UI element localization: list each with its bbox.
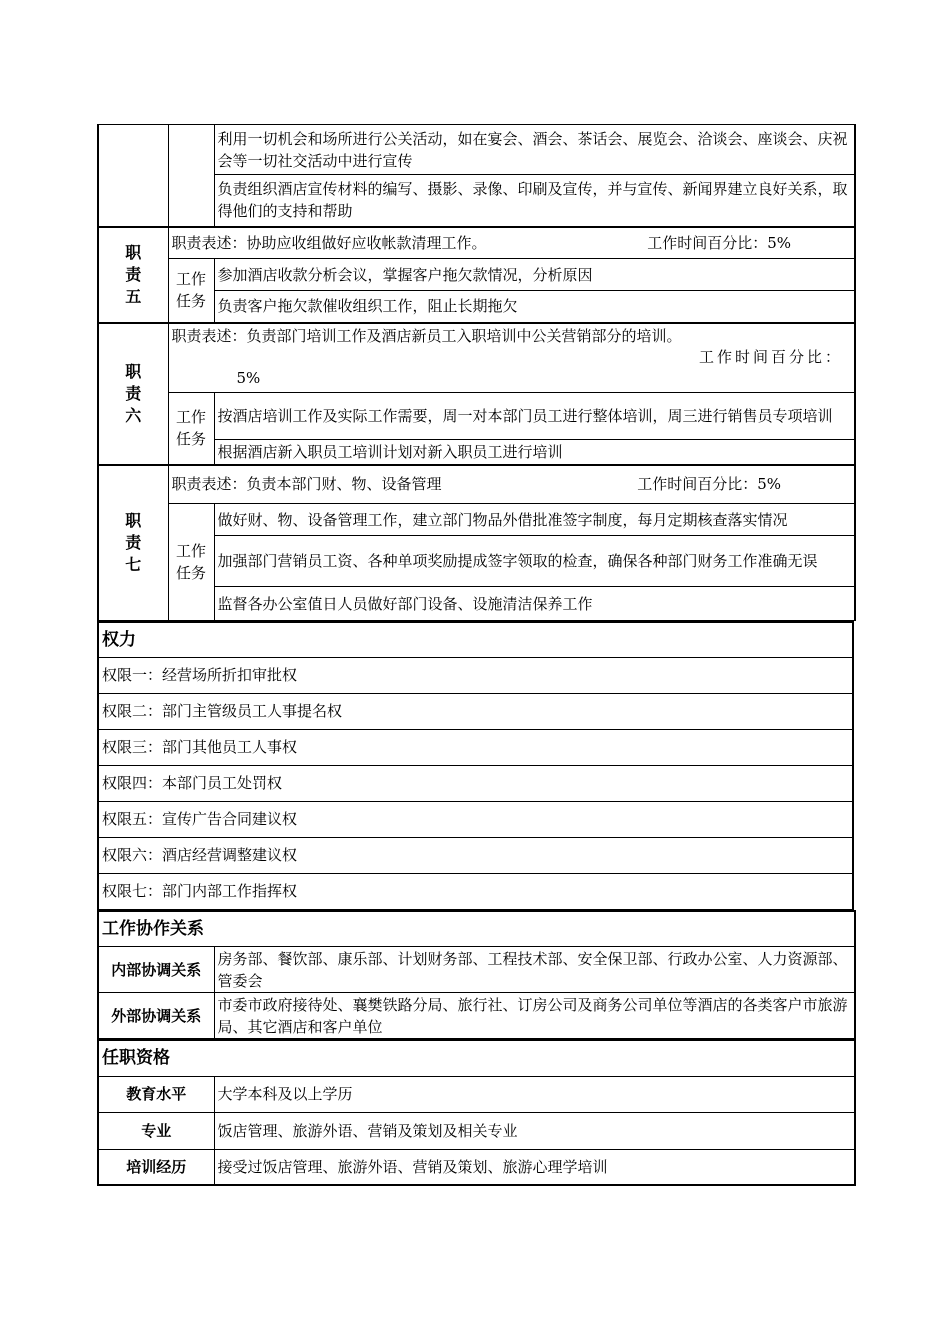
authority-table xyxy=(97,621,854,910)
external-relations-label: 外部协调关系 xyxy=(98,993,214,1039)
duty-five-label: 职 责 五 xyxy=(98,227,168,323)
task-text: 负责客户拖欠款催收组织工作，阻止长期拖欠 xyxy=(214,291,855,323)
training-value: 接受过饭店管理、旅游外语、营销及策划、旅游心理学培训 xyxy=(214,1149,855,1185)
authority-item: 权限二：部门主管级员工人事提名权 xyxy=(98,693,853,729)
relations-table xyxy=(97,910,856,1040)
qualifications-table xyxy=(97,1039,856,1186)
authority-item: 权限五：宣传广告合同建议权 xyxy=(98,801,853,837)
task-text: 按酒店培训工作及实际工作需要，周一对本部门员工进行整体培训，周三进行销售员专项培训 xyxy=(214,393,855,440)
authority-item: 权限四：本部门员工处罚权 xyxy=(98,765,853,801)
task-label: 工作 任务 xyxy=(168,504,214,621)
external-relations-value: 市委市政府接待处、襄樊铁路分局、旅行社、订房公司及商务公司单位等酒店的各类客户市旅游局、其它酒店和客户单位 xyxy=(214,993,855,1039)
task-text: 根据酒店新入职员工培训计划对新入职员工进行培训 xyxy=(214,440,855,465)
duty-five-description xyxy=(168,227,855,259)
authority-item: 权限一：经营场所折扣审批权 xyxy=(98,657,853,693)
duty-label-empty xyxy=(98,125,168,227)
duty-six-description xyxy=(168,323,855,393)
task-text: 监督各办公室值日人员做好部门设备、设施清洁保养工作 xyxy=(214,587,855,621)
authority-item: 权限三：部门其他员工人事权 xyxy=(98,729,853,765)
task-text: 做好财、物、设备管理工作，建立部门物品外借批准签字制度，每月定期核查落实情况 xyxy=(214,504,855,536)
training-label: 培训经历 xyxy=(98,1149,214,1185)
task-text: 利用一切机会和场所进行公关活动，如在宴会、酒会、茶话会、展览会、洽谈会、座谈会、庆祝会等一切社交活动中进行宣传 xyxy=(214,125,855,175)
duty-description: 职责表述：负责部门培训工作及酒店新员工入职培训中公关营销部分的培训。 xyxy=(171,326,682,345)
time-percentage: 工作时间百分比：5% xyxy=(647,233,791,252)
qualifications-title: 任职资格 xyxy=(98,1040,855,1076)
internal-relations-label: 内部协调关系 xyxy=(98,947,214,993)
time-percentage-value: 5% xyxy=(236,368,261,387)
job-description-document xyxy=(97,124,854,1186)
major-label: 专业 xyxy=(98,1112,214,1149)
authority-item: 权限七：部门内部工作指挥权 xyxy=(98,873,853,909)
education-label: 教育水平 xyxy=(98,1076,214,1112)
time-percentage-label: 工作时间百分比： xyxy=(698,347,843,366)
duty-six-label: 职 责 六 xyxy=(98,323,168,465)
task-label-empty xyxy=(168,125,214,227)
task-text: 参加酒店收款分析会议，掌握客户拖欠款情况，分析原因 xyxy=(214,259,855,291)
authority-title: 权力 xyxy=(98,622,853,657)
education-value: 大学本科及以上学历 xyxy=(214,1076,855,1112)
duty-seven-label: 职 责 七 xyxy=(98,465,168,621)
duty-description: 职责表述：负责本部门财、物、设备管理 xyxy=(171,475,442,494)
task-label: 工作 任务 xyxy=(168,393,214,465)
duty-description: 职责表述：协助应收组做好应收帐款清理工作。 xyxy=(171,233,487,252)
authority-item: 权限六：酒店经营调整建议权 xyxy=(98,837,853,873)
major-value: 饭店管理、旅游外语、营销及策划及相关专业 xyxy=(214,1112,855,1149)
time-percentage: 工作时间百分比：5% xyxy=(637,475,781,494)
task-text: 加强部门营销员工资、各种单项奖励提成签字领取的检查，确保各种部门财务工作准确无误 xyxy=(214,536,855,587)
duties-table xyxy=(97,124,856,621)
relations-title: 工作协作关系 xyxy=(98,911,855,947)
internal-relations-value: 房务部、餐饮部、康乐部、计划财务部、工程技术部、安全保卫部、行政办公室、人力资源部、管委会 xyxy=(214,947,855,993)
task-label: 工作 任务 xyxy=(168,259,214,323)
task-text: 负责组织酒店宣传材料的编写、摄影、录像、印刷及宣传，并与宣传、新闻界建立良好关系，取得他们的支持和帮助 xyxy=(214,175,855,227)
duty-seven-description xyxy=(168,465,855,504)
